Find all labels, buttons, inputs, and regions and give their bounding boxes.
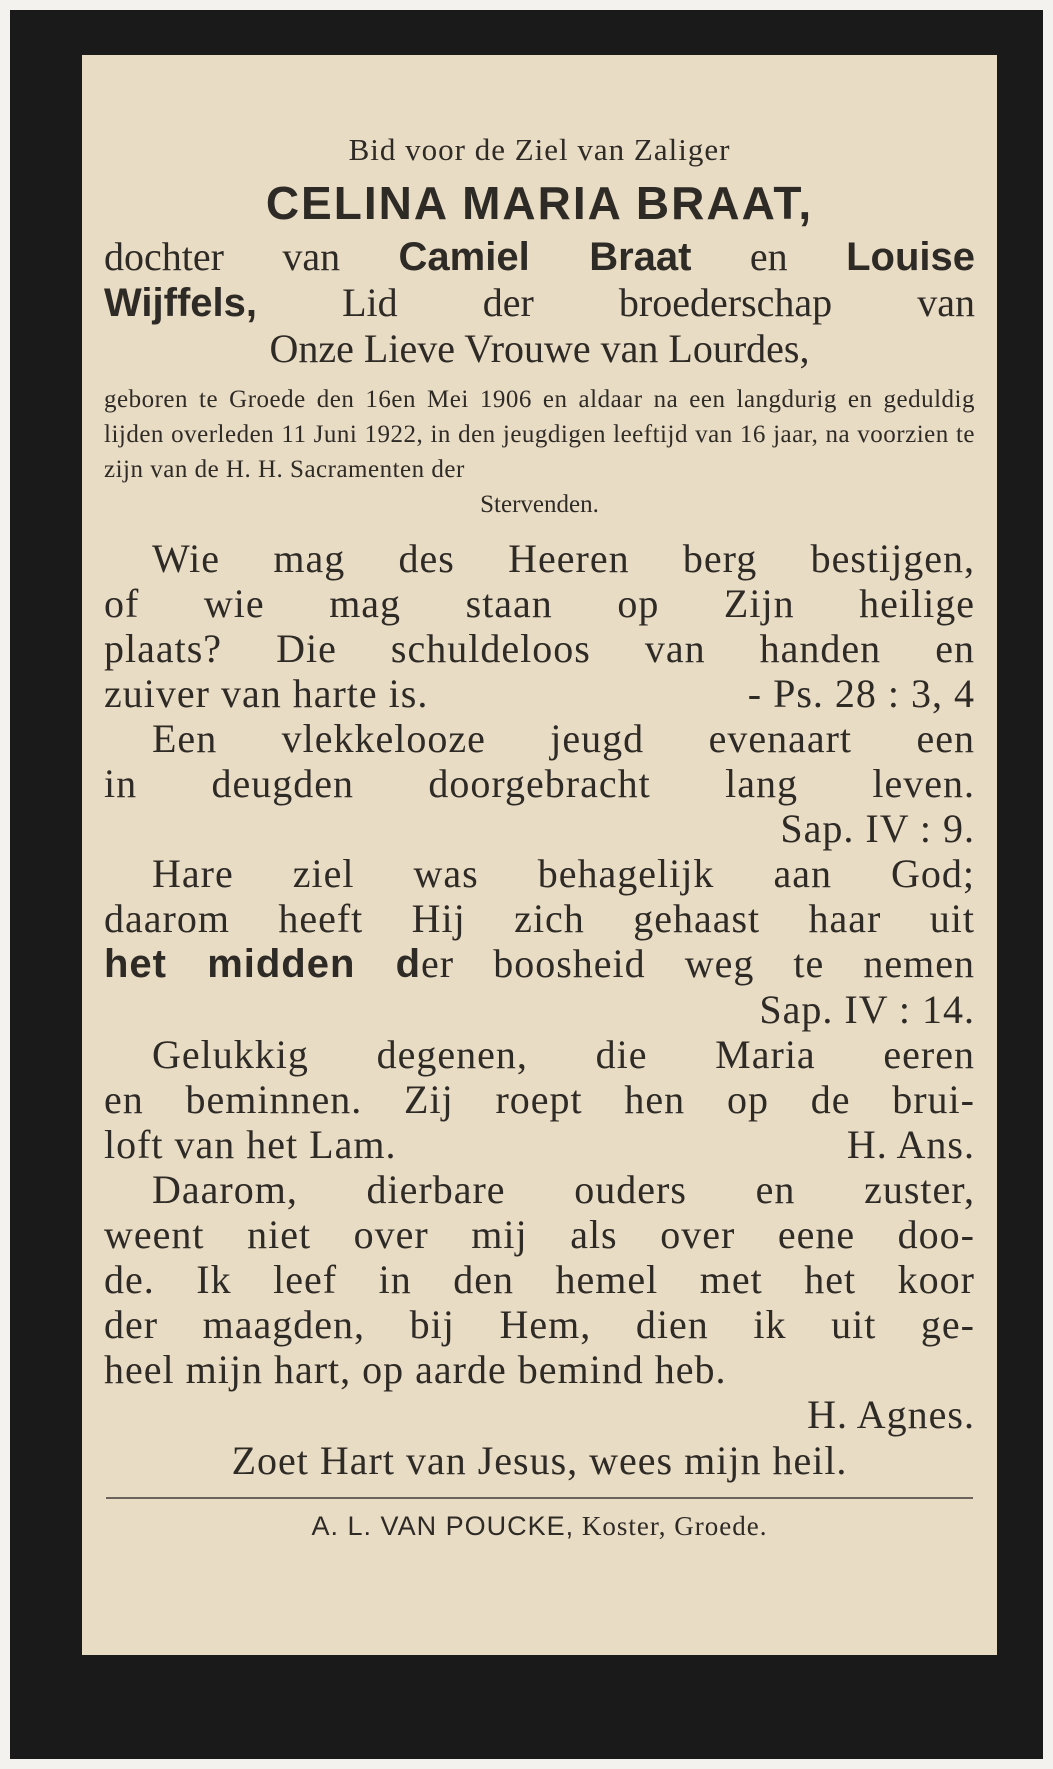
verse-line: Hare ziel was behagelijk aan God;	[152, 851, 975, 896]
verse-line: heel mijn hart, op aarde bemind heb.	[104, 1347, 727, 1392]
verse-fragment: er boosheid weg te nemen	[421, 941, 975, 986]
verse-1	[104, 536, 975, 716]
verse-2	[104, 716, 975, 851]
brotherhood-text: Lid der broederschap van	[342, 280, 975, 325]
parents-line-2	[104, 280, 975, 326]
verse-line-with-reference	[104, 1122, 975, 1167]
verse-line: Een vlekkelooze jeugd evenaart een	[152, 716, 975, 761]
verse-line: der maagden, bij Hem, dien ik uit ge-	[104, 1302, 975, 1347]
verse-line: Wie mag des Heeren berg bestijgen,	[152, 536, 975, 581]
closing-prayer: Zoet Hart van Jesus, wees mijn heil.	[231, 1438, 848, 1483]
verse-line-with-reference	[104, 671, 975, 716]
verse-line: en beminnen. Zij roept hen op de brui-	[104, 1077, 975, 1122]
verse-3	[104, 851, 975, 1032]
verse-line: de. Ik leef in den hemel met het koor	[104, 1257, 975, 1302]
biography-last-line: Stervenden.	[480, 491, 599, 518]
verse-line	[104, 941, 975, 987]
verse-reference: Sap. IV : 14.	[759, 987, 975, 1032]
verse-line: in deugden doorgebracht lang leven.	[104, 761, 975, 806]
biography-text: geboren te Groede den 16en Mei 1906 en aldaar na een langdurig en geduldig lijden overleden 11 Juni 1922, in den jeugdigen leeftijd van 16 jaar, na voorzien te zijn van de H. H. Sacramenten der	[104, 386, 975, 483]
verse-line: loft van het Lam.	[104, 1122, 397, 1167]
memorial-card	[10, 10, 1043, 1759]
verse-reference: H. Agnes.	[807, 1392, 975, 1437]
verse-line: zuiver van harte is.	[104, 671, 429, 716]
verse-bold-fragment: het midden d	[104, 942, 422, 986]
printer-name: A. L. VAN POUCKE,	[311, 1511, 575, 1541]
verse-reference: H. Ans.	[846, 1122, 975, 1167]
mother-first-name: Louise	[846, 235, 976, 279]
parents-word-daughter: dochter van	[104, 234, 341, 279]
card-paper	[82, 55, 997, 1655]
brotherhood-name: Onze Lieve Vrouwe van Lourdes,	[269, 326, 810, 371]
verse-reference: - Ps. 28 : 3, 4	[747, 671, 975, 716]
printer-location: Koster, Groede.	[581, 1511, 768, 1541]
parents-word-and: en	[749, 234, 788, 279]
father-name: Camiel Braat	[398, 235, 692, 279]
verse-line: plaats? Die schuldeloos van handen en	[104, 626, 975, 671]
verse-reference: Sap. IV : 9.	[780, 806, 975, 851]
verse-line: daarom heeft Hij zich gehaast haar uit	[104, 896, 975, 941]
mother-last-name: Wijffels,	[104, 281, 257, 325]
parents-line-1	[104, 234, 975, 280]
verse-line: weent niet over mij als over eene doo-	[104, 1212, 975, 1257]
verse-line: Daarom, dierbare ouders en zuster,	[152, 1167, 975, 1212]
printer-credit	[104, 1511, 975, 1542]
verse-5	[104, 1167, 975, 1437]
verse-line: of wie mag staan op Zijn heilige	[104, 581, 975, 626]
prayer-intro: Bid voor de Ziel van Zaliger	[348, 132, 731, 167]
deceased-name: CELINA MARIA BRAAT,	[265, 177, 814, 229]
verse-4	[104, 1032, 975, 1167]
divider	[106, 1497, 973, 1499]
verse-line: Gelukkig degenen, die Maria eeren	[152, 1032, 975, 1077]
